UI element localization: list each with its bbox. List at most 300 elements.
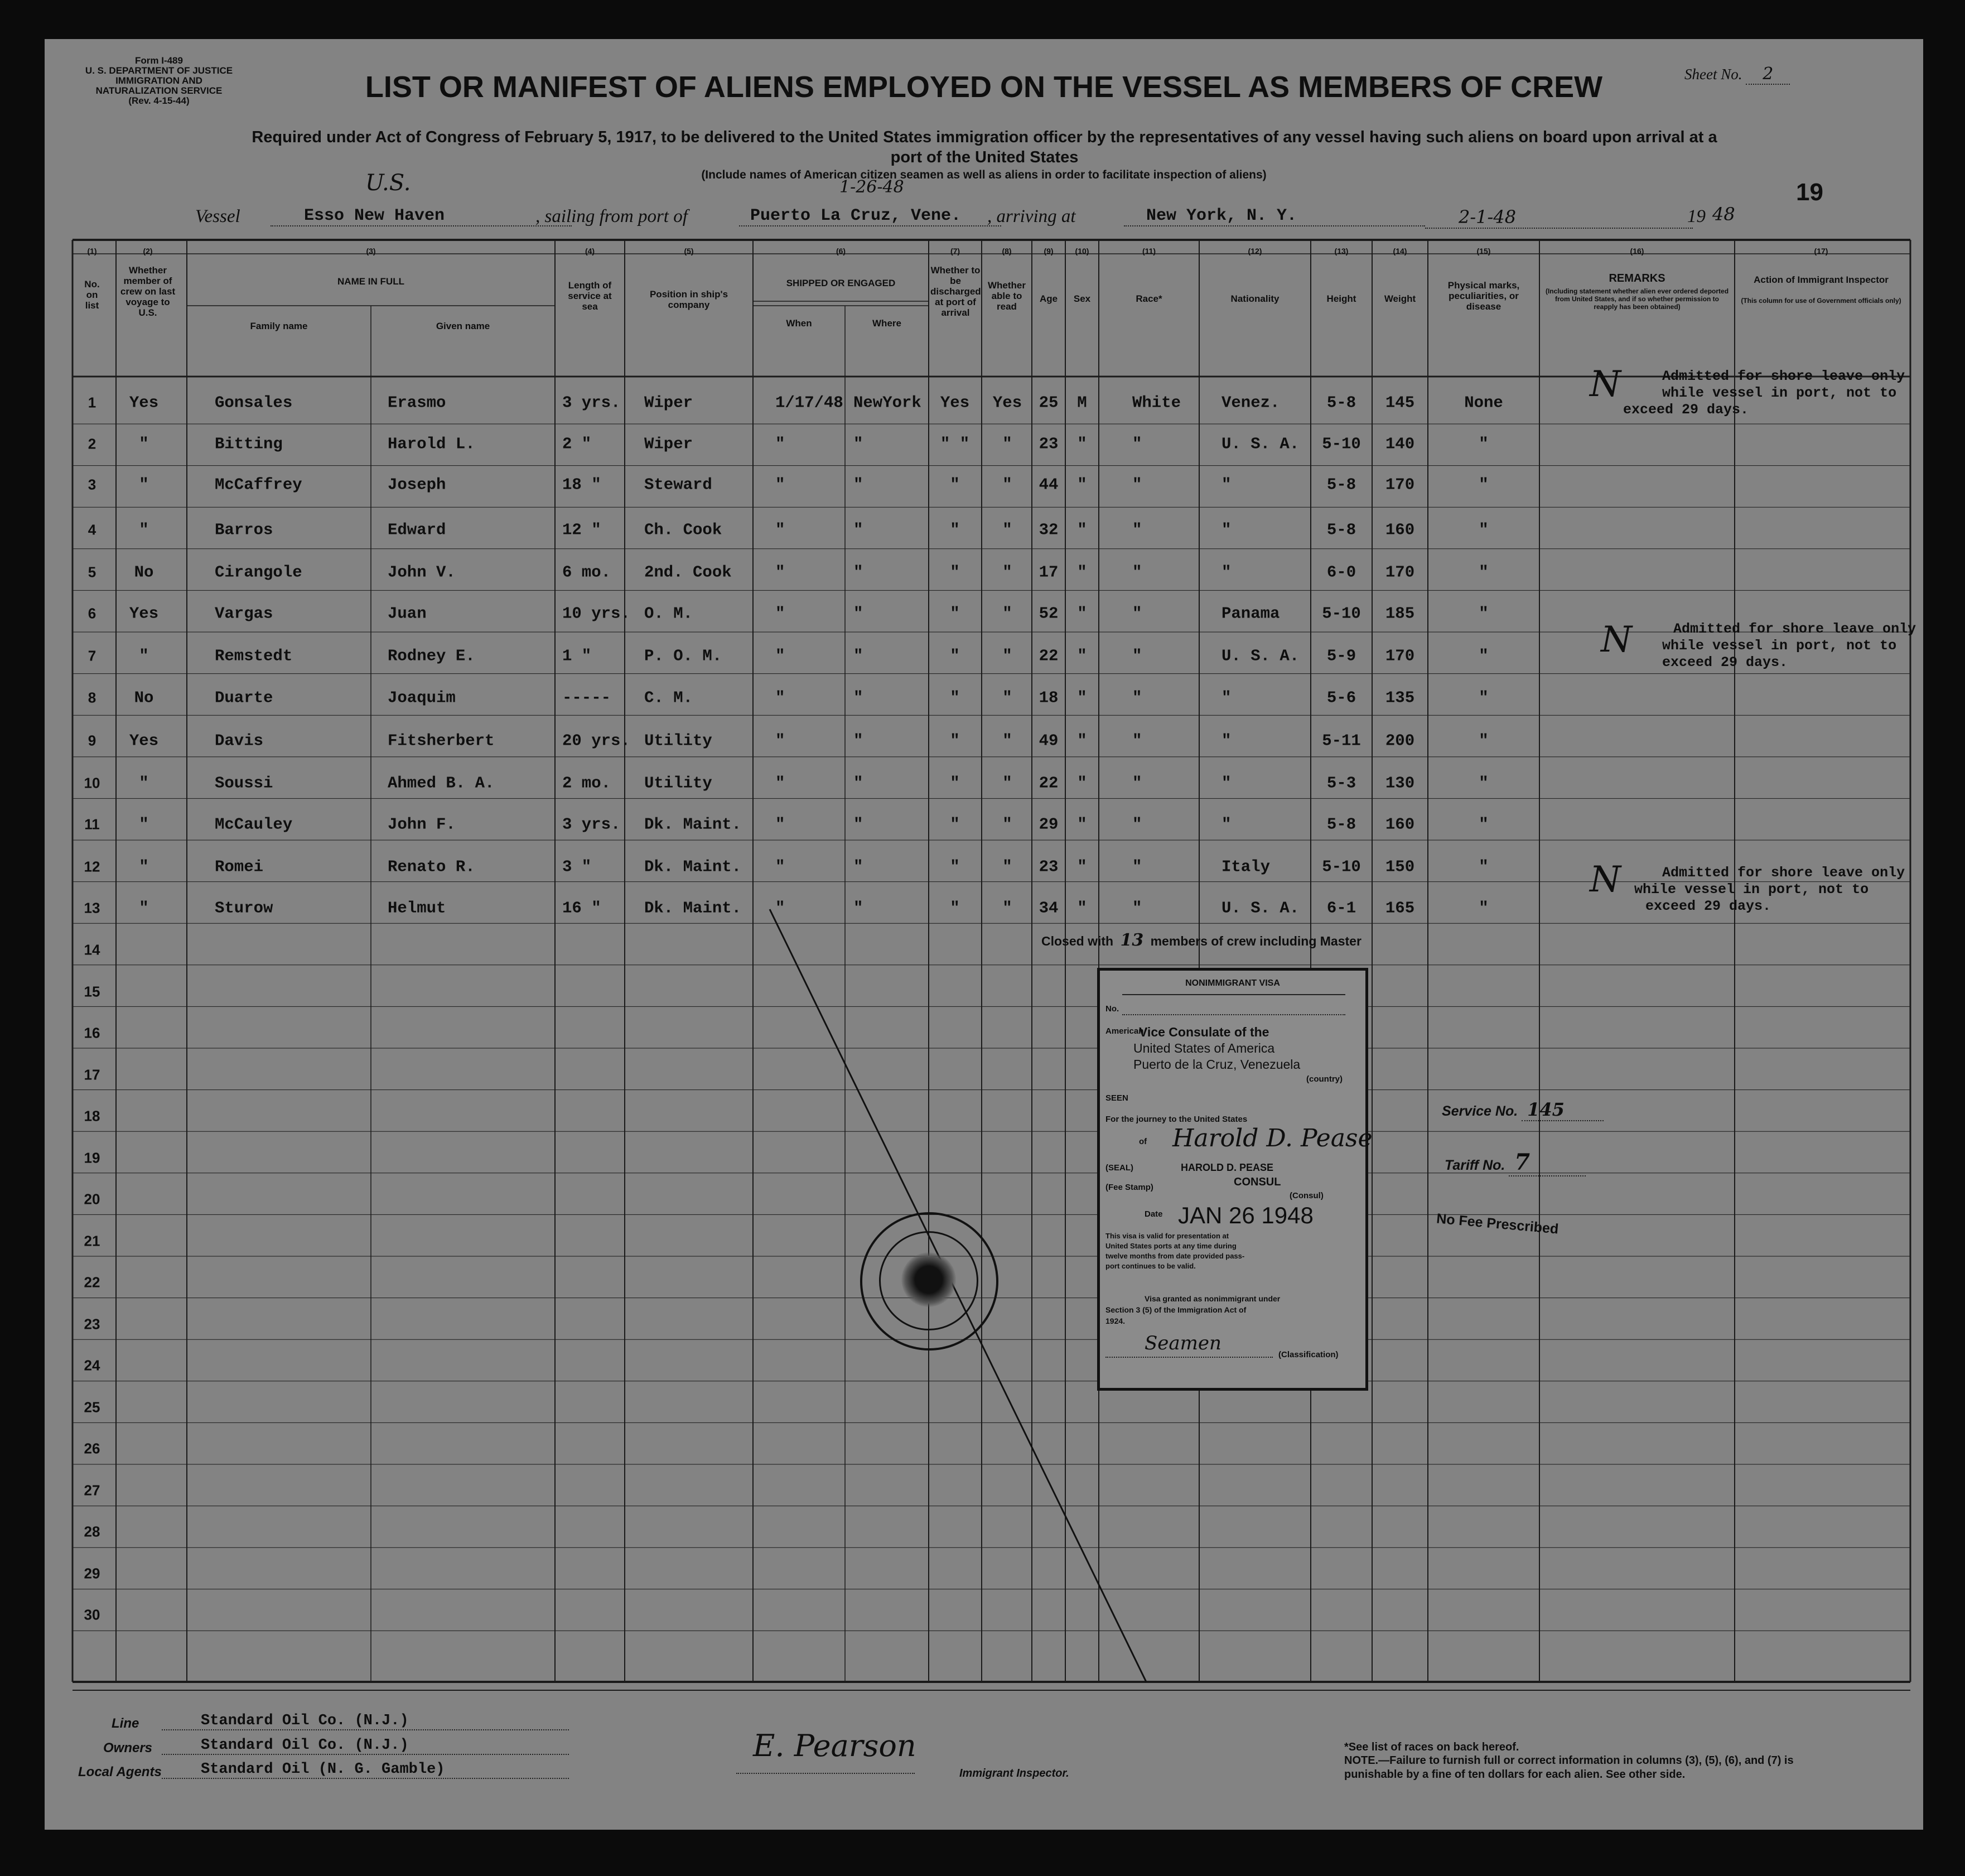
cell-discharged: Yes	[940, 393, 970, 412]
cell-sex: "	[1077, 857, 1087, 876]
cell-service: 3 "	[562, 857, 592, 876]
visa-date: JAN 26 1948	[1178, 1202, 1314, 1228]
cell-age: 23	[1039, 435, 1059, 454]
col-14-header: Weight	[1384, 293, 1416, 304]
cell-age: 17	[1039, 563, 1059, 582]
row-number: 4	[88, 521, 96, 538]
visa-valid-text-3: twelve months from date provided pass-	[1105, 1252, 1245, 1260]
row-number: 15	[84, 983, 100, 1000]
remark-3-line-2: while vessel in port, not to	[1634, 881, 1869, 898]
inspector-signature: E. Pearson	[753, 1728, 916, 1763]
visa-consulate-line-2: United States of America	[1133, 1041, 1275, 1055]
cell-sex: "	[1077, 435, 1087, 454]
cell-last-voyage: "	[139, 435, 149, 454]
visa-heading-rule	[1122, 994, 1345, 995]
col-3-number: (3)	[366, 247, 376, 255]
consulate-seal	[860, 1212, 998, 1351]
cell-age: 22	[1039, 647, 1059, 665]
row-number: 30	[84, 1606, 100, 1623]
visa-valid-text-1: This visa is valid for presentation at	[1105, 1232, 1229, 1240]
cell-last-voyage: "	[139, 647, 149, 665]
cell-position: C. M.	[644, 688, 693, 707]
visa-journey-label: For the journey to the United States	[1105, 1115, 1248, 1124]
vessel-prefix-handwritten: U.S.	[365, 170, 411, 196]
cell-age: 25	[1039, 393, 1059, 412]
col-8-number: (8)	[1002, 247, 1012, 255]
row-number: 25	[84, 1398, 100, 1415]
cell-sex: "	[1077, 475, 1087, 494]
remark-1-line-3: exceed 29 days.	[1623, 402, 1749, 418]
cell-race: "	[1132, 475, 1142, 494]
cell-race: "	[1132, 563, 1142, 582]
visa-no-label: No.	[1105, 1004, 1119, 1014]
cell-discharged: "	[950, 731, 960, 750]
cell-weight: 170	[1385, 563, 1415, 582]
cell-nationality: "	[1222, 520, 1232, 539]
cell-weight: 150	[1385, 857, 1415, 876]
cell-given: Helmut	[388, 899, 446, 918]
cell-position: 2nd. Cook	[644, 563, 732, 582]
visa-seen-label: SEEN	[1105, 1093, 1128, 1103]
cell-marks: "	[1479, 520, 1489, 539]
row-number: 9	[88, 732, 96, 749]
cell-family: Cirangole	[215, 563, 302, 582]
cell-position: Wiper	[644, 393, 693, 412]
visa-valid-text-4: port continues to be valid.	[1105, 1262, 1196, 1270]
cell-height: 5-10	[1322, 857, 1361, 876]
row-number: 2	[88, 435, 96, 452]
cell-position: P. O. M.	[644, 647, 722, 665]
owners-label: Owners	[103, 1740, 153, 1756]
line-label: Line	[112, 1716, 139, 1731]
row-number: 12	[84, 858, 100, 875]
col-4-header: Length of service at sea	[568, 280, 612, 312]
cell-read: "	[1002, 520, 1012, 539]
sailing-date-handwritten: 1-26-48	[839, 177, 904, 197]
cell-when: "	[775, 857, 785, 876]
cell-sex: "	[1077, 520, 1087, 539]
cell-age: 52	[1039, 604, 1059, 623]
remark-3-line-1: Admitted for shore leave only	[1662, 865, 1905, 881]
cell-when: "	[775, 475, 785, 494]
cell-sex: "	[1077, 815, 1087, 834]
race-note: *See list of races on back hereof.	[1344, 1741, 1519, 1753]
vessel-label: Vessel	[195, 206, 240, 226]
cell-height: 5-9	[1326, 647, 1356, 665]
cell-nationality: "	[1222, 815, 1232, 834]
cell-nationality: "	[1222, 563, 1232, 582]
remark-1-line-2: while vessel in port, not to	[1662, 385, 1897, 401]
cell-where: "	[853, 604, 863, 623]
cell-discharged: "	[950, 688, 960, 707]
cell-marks: "	[1479, 475, 1489, 494]
cell-read: "	[1002, 435, 1012, 454]
tariff-label: Tariff No.	[1445, 1158, 1505, 1173]
cell-race: "	[1132, 731, 1142, 750]
year-suffix: 48	[1712, 204, 1735, 225]
remark-2-line-3: exceed 29 days.	[1662, 654, 1788, 671]
cell-race: "	[1132, 647, 1142, 665]
cell-marks: None	[1464, 393, 1503, 412]
cell-nationality: "	[1222, 688, 1232, 707]
cell-service: 20 yrs.	[562, 731, 630, 750]
nonimmigrant-visa-stamp	[1097, 968, 1373, 1391]
visa-granted-1: Visa granted as nonimmigrant under	[1145, 1294, 1281, 1303]
sailing-label: , sailing from port of	[535, 206, 688, 226]
cell-discharged: "	[950, 857, 960, 876]
cell-sex: "	[1077, 563, 1087, 582]
cell-height: 6-0	[1326, 563, 1356, 582]
cell-age: 23	[1039, 857, 1059, 876]
cell-discharged: "	[950, 899, 960, 918]
col-12-header: Nationality	[1230, 293, 1280, 304]
col-3-header: NAME IN FULL	[337, 276, 404, 287]
cell-when: "	[775, 899, 785, 918]
cell-height: 5-6	[1326, 688, 1356, 707]
visa-country-label: (country)	[1306, 1074, 1343, 1084]
cell-marks: "	[1479, 731, 1489, 750]
cell-position: Utility	[644, 774, 712, 793]
cell-family: Remstedt	[215, 647, 293, 665]
cell-marks: "	[1479, 899, 1489, 918]
col-15-number: (15)	[1476, 247, 1491, 255]
cell-given: John F.	[388, 815, 456, 834]
cell-weight: 130	[1385, 774, 1415, 793]
cell-nationality: U. S. A.	[1222, 647, 1300, 665]
cell-last-voyage: "	[139, 815, 149, 834]
cell-family: Sturow	[215, 899, 273, 918]
visa-date-label: Date	[1145, 1209, 1163, 1219]
cell-last-voyage: "	[139, 899, 149, 918]
cell-position: Dk. Maint.	[644, 815, 742, 834]
cell-given: John V.	[388, 563, 456, 582]
col-14-number: (14)	[1393, 247, 1407, 255]
cell-nationality: Venez.	[1222, 393, 1280, 412]
penalty-note: NOTE.—Failure to furnish full or correct information in columns (3), (5), (6), and (7) is punishable by a fine of ten dollars for each alien. See other side.	[1344, 1754, 1794, 1781]
col-10-number: (10)	[1075, 247, 1089, 255]
year-prefix: 19	[1687, 206, 1706, 226]
row-number: 11	[84, 816, 100, 833]
cell-read: "	[1002, 815, 1012, 834]
cell-weight: 185	[1385, 604, 1415, 623]
cell-service: 1 "	[562, 647, 592, 665]
cell-family: McCauley	[215, 815, 293, 834]
cell-sex: M	[1077, 393, 1087, 412]
cell-where: "	[853, 563, 863, 582]
cell-discharged: "	[950, 563, 960, 582]
cell-read: "	[1002, 563, 1012, 582]
cell-family: Vargas	[215, 604, 273, 623]
visa-classification-line	[1105, 1357, 1273, 1358]
cell-weight: 200	[1385, 731, 1415, 750]
cell-where: "	[853, 774, 863, 793]
cell-last-voyage: Yes	[129, 393, 159, 412]
arriving-port: New York, N. Y.	[1124, 206, 1425, 226]
col-1-number: (1)	[87, 247, 97, 255]
cell-read: "	[1002, 899, 1012, 918]
cell-family: McCaffrey	[215, 475, 302, 494]
cell-when: "	[775, 731, 785, 750]
cell-weight: 160	[1385, 815, 1415, 834]
col-16-number: (16)	[1630, 247, 1644, 255]
agents-value: Standard Oil (N. G. Gamble)	[162, 1761, 569, 1779]
cell-when: "	[775, 520, 785, 539]
cell-read: "	[1002, 604, 1012, 623]
col-17-number: (17)	[1814, 247, 1828, 255]
cancel-stroke	[45, 39, 1923, 1830]
cell-when: "	[775, 435, 785, 454]
cell-nationality: "	[1222, 731, 1232, 750]
cell-marks: "	[1479, 435, 1489, 454]
cell-height: 6-1	[1326, 899, 1356, 918]
visa-no-line	[1122, 1014, 1345, 1015]
cell-given: Joaquim	[388, 688, 456, 707]
owners-value: Standard Oil Co. (N.J.)	[162, 1737, 569, 1755]
cell-discharged: "	[950, 774, 960, 793]
page-number: 19	[1796, 179, 1823, 206]
row-number: 19	[84, 1149, 100, 1166]
cell-age: 22	[1039, 774, 1059, 793]
cell-read: "	[1002, 774, 1012, 793]
row-number: 21	[84, 1232, 100, 1249]
service-value: 145	[1522, 1099, 1604, 1121]
cell-family: Duarte	[215, 688, 273, 707]
inspector-label: Immigrant Inspector.	[959, 1767, 1069, 1779]
cell-given: Joseph	[388, 475, 446, 494]
col-3a-header: Family name	[250, 321, 308, 331]
cell-read: "	[1002, 731, 1012, 750]
cell-marks: "	[1479, 815, 1489, 834]
cell-nationality: U. S. A.	[1222, 899, 1300, 918]
col-2-number: (2)	[143, 247, 153, 255]
cell-discharged: " "	[940, 435, 970, 454]
cell-family: Davis	[215, 731, 264, 750]
closed-with-count: 13	[1120, 930, 1144, 950]
row-number: 20	[84, 1190, 100, 1208]
cell-when: 1/17/48	[775, 393, 843, 412]
cell-read: "	[1002, 857, 1012, 876]
visa-consul-title: CONSUL	[1234, 1176, 1281, 1188]
row-number: 27	[84, 1482, 100, 1498]
cell-age: 49	[1039, 731, 1059, 750]
cell-nationality: Panama	[1222, 604, 1280, 623]
cell-discharged: "	[950, 520, 960, 539]
remark-1-line-1: Admitted for shore leave only	[1662, 368, 1905, 384]
subtitle-line-2: port of the United States	[890, 148, 1079, 166]
cell-when: "	[775, 604, 785, 623]
cell-position: Wiper	[644, 435, 693, 454]
cell-given: Edward	[388, 520, 446, 539]
col-8-header: Whether able to read	[988, 280, 1026, 312]
col-1-header: No. on list	[84, 279, 100, 311]
col-7-number: (7)	[950, 247, 960, 255]
row-number: 29	[84, 1565, 100, 1581]
visa-heading: NONIMMIGRANT VISA	[1185, 978, 1280, 988]
col-5-header: Position in ship's company	[649, 289, 728, 310]
col-11-number: (11)	[1142, 247, 1156, 255]
cell-given: Ahmed B. A.	[388, 774, 495, 793]
closed-with-suffix: members of crew including Master	[1150, 934, 1362, 948]
cell-last-voyage: "	[139, 774, 149, 793]
cell-read: "	[1002, 647, 1012, 665]
visa-granted-3: 1924.	[1105, 1316, 1126, 1325]
cell-service: 12 "	[562, 520, 601, 539]
visa-granted-2: Section 3 (5) of the Immigration Act of	[1105, 1305, 1247, 1314]
cell-service: 10 yrs.	[562, 604, 630, 623]
cell-weight: 135	[1385, 688, 1415, 707]
cell-height: 5-10	[1322, 604, 1361, 623]
cell-race: "	[1132, 899, 1142, 918]
cell-given: Erasmo	[388, 393, 446, 412]
cell-service: 2 mo.	[562, 774, 611, 793]
row-number: 26	[84, 1440, 100, 1457]
cell-age: 32	[1039, 520, 1059, 539]
cell-service: -----	[562, 688, 611, 707]
cell-service: 6 mo.	[562, 563, 611, 582]
cell-height: 5-11	[1322, 731, 1361, 750]
cell-where: "	[853, 475, 863, 494]
cell-position: Utility	[644, 731, 712, 750]
cell-family: Barros	[215, 520, 273, 539]
include-note: (Include names of American citizen seamen as well as aliens in order to facilitate inspection of aliens)	[701, 168, 1267, 181]
cell-service: 3 yrs.	[562, 815, 621, 834]
cell-race: "	[1132, 604, 1142, 623]
col-15-header: Physical marks, peculiarities, or disease	[1447, 280, 1520, 312]
cell-last-voyage: "	[139, 857, 149, 876]
closed-with-prefix: Closed with	[1041, 934, 1114, 948]
cell-race: "	[1132, 435, 1142, 454]
cell-age: 44	[1039, 475, 1059, 494]
vessel-name: Esso New Haven	[271, 206, 572, 226]
subtitle-line-1: Required under Act of Congress of February 5, 1917, to be delivered to the United States immigration officer by the representatives of any vessel having such aliens on board upon arrival at a	[252, 128, 1717, 146]
row-number: 10	[84, 774, 100, 792]
cell-position: Steward	[644, 475, 712, 494]
row-number: 28	[84, 1523, 100, 1540]
arrival-date-handwritten: 2-1-48	[1425, 206, 1693, 229]
remark-1-initials: N	[1590, 364, 1621, 405]
row-number: 16	[84, 1024, 100, 1041]
manifest-sheet	[45, 39, 1923, 1830]
cell-height: 5-8	[1326, 520, 1356, 539]
page-title: LIST OR MANIFEST OF ALIENS EMPLOYED ON THE VESSEL AS MEMBERS OF CREW	[365, 70, 1603, 104]
row-number: 14	[84, 941, 100, 958]
cell-where: NewYork	[853, 393, 921, 412]
cell-when: "	[775, 647, 785, 665]
cell-where: "	[853, 520, 863, 539]
row-number: 8	[88, 689, 96, 706]
cell-given: Harold L.	[388, 435, 475, 454]
cell-height: 5-8	[1326, 393, 1356, 412]
cell-when: "	[775, 688, 785, 707]
cell-height: 5-8	[1326, 475, 1356, 494]
sheet-value: 2	[1746, 64, 1790, 85]
cell-read: "	[1002, 688, 1012, 707]
cell-race: White	[1132, 393, 1181, 412]
cell-nationality: "	[1222, 774, 1232, 793]
cell-service: 2 "	[562, 435, 592, 454]
cell-where: "	[853, 731, 863, 750]
row-number: 24	[84, 1357, 100, 1374]
cell-weight: 145	[1385, 393, 1415, 412]
sheet-label: Sheet No.	[1684, 66, 1742, 83]
cell-service: 3 yrs.	[562, 393, 621, 412]
cell-where: "	[853, 688, 863, 707]
row-number: 17	[84, 1066, 100, 1083]
row-number: 1	[88, 394, 96, 411]
line-value: Standard Oil Co. (N.J.)	[162, 1713, 569, 1730]
row-number: 3	[88, 476, 96, 493]
row-number: 5	[88, 563, 96, 581]
cell-nationality: Italy	[1222, 857, 1271, 876]
col-11-header: Race*	[1136, 293, 1162, 304]
cell-where: "	[853, 815, 863, 834]
row-number: 22	[84, 1274, 100, 1291]
cell-marks: "	[1479, 774, 1489, 793]
visa-of-label: of	[1139, 1137, 1147, 1146]
cell-given: Fitsherbert	[388, 731, 495, 750]
col-6b-header: Where	[872, 318, 901, 329]
visa-consulate-place: Puerto de la Cruz, Venezuela	[1133, 1057, 1301, 1072]
cell-service: 16 "	[562, 899, 601, 918]
col-16-header: REMARKS	[1609, 272, 1665, 284]
cell-weight: 160	[1385, 520, 1415, 539]
cell-race: "	[1132, 520, 1142, 539]
cell-marks: "	[1479, 604, 1489, 623]
cell-height: 5-3	[1326, 774, 1356, 793]
col-17-header: Action of Immigrant Inspector	[1754, 274, 1889, 285]
visa-classification: Seamen	[1145, 1332, 1222, 1354]
cell-read: Yes	[992, 393, 1022, 412]
cell-sex: "	[1077, 688, 1087, 707]
cell-age: 29	[1039, 815, 1059, 834]
cell-last-voyage: Yes	[129, 731, 159, 750]
visa-seal-label: (SEAL)	[1105, 1163, 1133, 1173]
col-17-subheader: (This column for use of Government officials only)	[1741, 297, 1901, 305]
remark-2-line-1: Admitted for shore leave only	[1673, 621, 1916, 637]
col-12-number: (12)	[1248, 247, 1262, 255]
col-9-number: (9)	[1044, 247, 1054, 255]
cell-family: Romei	[215, 857, 264, 876]
cell-family: Soussi	[215, 774, 273, 793]
cell-weight: 165	[1385, 899, 1415, 918]
cell-discharged: "	[950, 647, 960, 665]
cell-read: "	[1002, 475, 1012, 494]
cell-height: 5-10	[1322, 435, 1361, 454]
department: U. S. DEPARTMENT OF JUSTICE	[85, 65, 233, 76]
cell-race: "	[1132, 688, 1142, 707]
row-number: 6	[88, 605, 96, 622]
col-9-header: Age	[1039, 293, 1058, 304]
cell-where: "	[853, 857, 863, 876]
col-16-subheader: (Including statement whether alien ever ordered deported from United States, and if so whether permission to reapply has been obtained)	[1545, 287, 1729, 311]
cell-given: Rodney E.	[388, 647, 475, 665]
arriving-label: , arriving at	[987, 206, 1076, 226]
no-fee-stamp: No Fee Prescribed	[1436, 1211, 1560, 1237]
cell-where: "	[853, 435, 863, 454]
cell-given: Juan	[388, 604, 427, 623]
cell-when: "	[775, 774, 785, 793]
cell-last-voyage: No	[134, 688, 154, 707]
col-5-number: (5)	[684, 247, 694, 255]
remark-2-line-2: while vessel in port, not to	[1662, 638, 1897, 654]
cell-discharged: "	[950, 604, 960, 623]
col-6-number: (6)	[836, 247, 846, 255]
cell-race: "	[1132, 815, 1142, 834]
form-revision: (Rev. 4-15-44)	[128, 95, 190, 106]
col-2-header: Whether member of crew on last voyage to U.S.	[120, 265, 176, 318]
cell-sex: "	[1077, 604, 1087, 623]
cell-sex: "	[1077, 774, 1087, 793]
